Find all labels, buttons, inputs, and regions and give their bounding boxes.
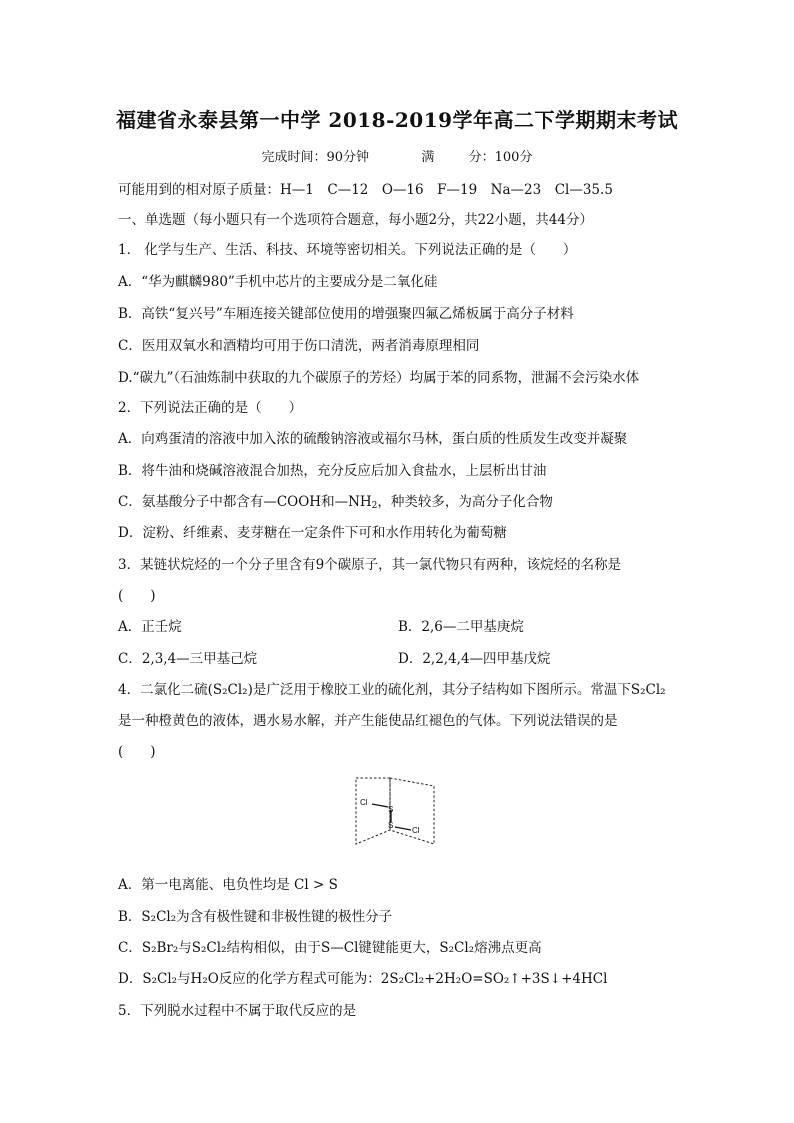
atom-s-top: S: [388, 805, 394, 814]
atom-cl-left: Cl: [360, 798, 368, 807]
q3-paren: ( ): [118, 588, 156, 604]
q3-option-a: A．正壬烷: [118, 619, 182, 635]
bond-cl-s-left: [372, 804, 388, 807]
q3-option-c: C．2,3,4—三甲基己烷: [118, 651, 258, 667]
q4-stem-line1: 4．二氯化二硫(S₂Cl₂)是广泛用于橡胶工业的硫化剂，其分子结构如下图所示。常温下S₂Cl₂: [118, 682, 666, 698]
q4-stem-line2: 是一种橙黄色的液体，遇水易水解，并产生能使品红褪色的气体。下列说法错误的是: [118, 713, 618, 729]
q3-option-d: D．2,2,4,4—四甲基戊烷: [398, 651, 551, 667]
q2-option-a: A．向鸡蛋清的溶液中加入浓的硫酸钠溶液或福尔马林，蛋白质的性质发生改变并凝聚: [118, 431, 628, 447]
atom-cl-right: Cl: [412, 826, 420, 835]
exam-title: 福建省永泰县第一中学 2018-2019学年高二下学期期末考试: [115, 108, 679, 132]
q2-option-c-suffix: ，种类较多，为高分子化合物: [377, 494, 553, 510]
q4-option-d: D．S₂Cl₂与H₂O反应的化学方程式可能为：2S₂Cl₂+2H₂O=SO₂↑+3S↓+4HCl: [118, 971, 608, 987]
atomic-masses: 可能用到的相对原子质量：H—1 C—12 O—16 F—19 Na—23 Cl—35.5: [118, 182, 613, 198]
score-label: 分：100分: [468, 150, 533, 165]
q5-stem: 5．下列脱水过程中不属于取代反应的是: [118, 1003, 357, 1019]
q2-option-d: D．淀粉、纤维素、麦芽糖在一定条件下可和水作用转化为葡萄糖: [118, 525, 507, 541]
q1-option-a: A．“华为麒麟980”手机中芯片的主要成分是二氧化硅: [118, 274, 438, 290]
q4-option-c: C．S₂Br₂与S₂Cl₂结构相似，由于S—Cl键键能更大，S₂Cl₂熔沸点更高: [118, 940, 542, 956]
q2-stem: 2．下列说法正确的是（ ）: [118, 400, 303, 416]
q4-paren: ( ): [118, 744, 156, 760]
full-label: 满: [421, 150, 435, 165]
q3-stem: 3．某链状烷烃的一个分子里含有9个碳原子，其一氯代物只有两种，该烷烃的名称是: [118, 557, 622, 573]
atom-s-bottom: S: [388, 821, 394, 830]
diagram-plane-left: [356, 778, 390, 844]
q2-option-c-prefix: C．氨基酸分子中都含有—COOH和—NH: [118, 494, 372, 510]
s2cl2-structure-diagram: [348, 772, 440, 850]
q2-option-c-sub: 2: [371, 501, 378, 511]
section-heading: 一、单选题（每小题只有一个选项符合题意，每小题2分，共22小题，共44分）: [118, 212, 593, 228]
q1-option-c: C．医用双氧水和酒精均可用于伤口清洗，两者消毒原理相同: [118, 338, 480, 354]
q3-option-b: B．2,6—二甲基庚烷: [398, 619, 524, 635]
q1-option-b: B．高铁“复兴号”车厢连接关键部位使用的增强聚四氟乙烯板属于高分子材料: [118, 306, 574, 322]
bond-s-cl-right: [395, 827, 411, 830]
q1-option-d: D.“碳九”（石油炼制中获取的九个碳原子的芳烃）均属于苯的同系物，泄漏不会污染水体: [118, 370, 640, 386]
q4-option-b: B．S₂Cl₂为含有极性键和非极性键的极性分子: [118, 909, 393, 925]
q2-option-b: B．将牛油和烧碱溶液混合加热，充分反应后加入食盐水，上层析出甘油: [118, 463, 547, 479]
q2-option-c: [118, 490, 553, 510]
q4-option-a: A．第一电离能、电负性均是 Cl > S: [118, 877, 338, 893]
q1-stem: 1． 化学与生产、生活、科技、环境等密切相关。下列说法正确的是（ ）: [118, 242, 577, 258]
time-label: 完成时间：90分钟: [261, 150, 370, 165]
exam-meta: [0, 146, 794, 165]
